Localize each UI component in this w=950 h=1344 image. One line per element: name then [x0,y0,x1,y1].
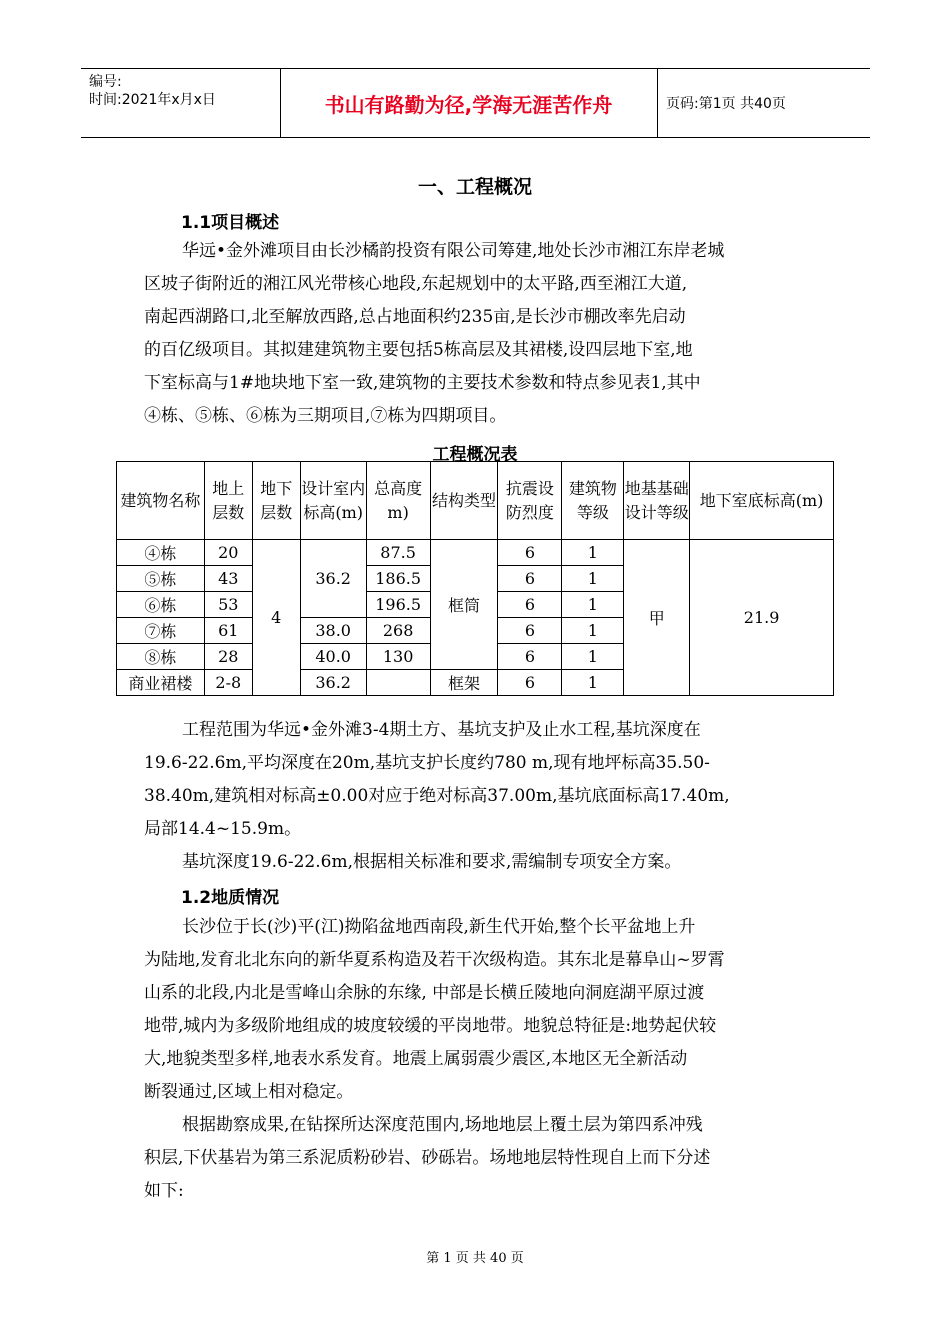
page-header [81,68,870,138]
cell: 87.5 [366,540,430,566]
text-line: 如下: [144,1181,184,1201]
table-header-row [117,462,834,540]
text-line: 为陆地,发育北北东向的新华夏系构造及若干次级构造。其东北是幕阜山~罗霄 [144,950,725,970]
chapter-title: 一、工程概况 [417,176,532,198]
time-label: 时间:2021年x月x日 [89,92,216,108]
safety-plan-paragraph [144,846,810,879]
cell: 甲 [624,540,690,696]
cell: 28 [204,644,252,670]
table-title: 工程概况表 [432,445,518,465]
text-line: 华远•金外滩项目由长沙橘韵投资有限公司筹建,地处长沙市湘江东岸老城 [182,241,725,261]
project-overview-table [116,461,834,696]
cell: 36.2 [300,540,366,618]
text-line: 南起西湖路口,北至解放西路,总占地面积约235亩,是长沙市棚改率先启动 [144,307,686,327]
cell: 38.0 [300,618,366,644]
text-line: 长沙位于长(沙)平(江)拗陷盆地西南段,新生代开始,整个长平盆地上升 [182,917,696,937]
col-header: 地下层数 [252,462,300,540]
strata-paragraph [144,1109,810,1208]
col-header: 结构类型 [430,462,498,540]
text-line: 根据勘察成果,在钻探所达深度范围内,场地地层上覆土层为第四系冲残 [182,1115,703,1135]
cell: 268 [366,618,430,644]
cell: 6 [498,540,562,566]
cell: ⑥栋 [117,592,205,618]
cell: 61 [204,618,252,644]
project-overview-paragraph [144,235,810,433]
text-line: 山系的北段,内北是雪峰山余脉的东缘, 中部是长横丘陵地向洞庭湖平原过渡 [144,983,705,1003]
col-header: 设计室内标高(m) [300,462,366,540]
header-meta [81,69,281,137]
cell: 1 [562,618,624,644]
col-header: 建筑物名称 [117,462,205,540]
col-header: 抗震设防烈度 [498,462,562,540]
cell: 4 [252,540,300,696]
col-header: 地上层数 [204,462,252,540]
cell: ⑧栋 [117,644,205,670]
motto: 书山有路勤为径,学海无涯苦作舟 [280,69,658,137]
geology-paragraph [144,911,810,1109]
cell: ④栋 [117,540,205,566]
text-line: 积层,下伏基岩为第三系泥质粉砂岩、砂砾岩。场地地层特性现自上而下分述 [144,1148,711,1168]
col-header: 建筑物等级 [562,462,624,540]
cell: 21.9 [690,540,834,696]
cell: 6 [498,670,562,696]
text-line: 基坑深度19.6-22.6m,根据相关标准和要求,需编制专项安全方案。 [182,852,682,872]
cell: 20 [204,540,252,566]
cell: 框架 [430,670,498,696]
cell: 130 [366,644,430,670]
cell: 40.0 [300,644,366,670]
cell: 6 [498,644,562,670]
text-line: ④栋、⑤栋、⑥栋为三期项目,⑦栋为四期项目。 [144,406,507,426]
section-heading-1-1: 1.1项目概述 [181,213,280,233]
cell: 1 [562,670,624,696]
cell: 196.5 [366,592,430,618]
text-line: 局部14.4~15.9m。 [144,819,302,839]
text-line: 的百亿级项目。其拟建建筑物主要包括5栋高层及其裙楼,设四层地下室,地 [144,340,693,360]
scope-paragraph [144,714,810,846]
cell: 6 [498,618,562,644]
table-row [117,540,834,566]
text-line: 大,地貌类型多样,地表水系发育。地震上属弱震少震区,本地区无全新活动 [144,1049,688,1069]
text-line: 38.40m,建筑相对标高±0.00对应于绝对标高37.00m,基坑底面标高17.40m, [144,786,730,806]
cell: 框筒 [430,540,498,670]
text-line: 地带,城内为多级阶地组成的坡度较缓的平岗地带。地貌总特征是:地势起伏较 [144,1016,717,1036]
col-header: 地基基础设计等级 [624,462,690,540]
cell: 1 [562,566,624,592]
cell: 2-8 [204,670,252,696]
text-line: 区坡子街附近的湘江风光带核心地段,东起规划中的太平路,西至湘江大道, [144,274,688,294]
section-heading-1-2: 1.2地质情况 [181,888,280,908]
cell: 53 [204,592,252,618]
cell: 36.2 [300,670,366,696]
cell: 商业裙楼 [117,670,205,696]
cell: 1 [562,592,624,618]
cell [366,670,430,696]
cell: 1 [562,540,624,566]
cell: ⑦栋 [117,618,205,644]
col-header: 总高度m) [366,462,430,540]
col-header: 地下室底标高(m) [690,462,834,540]
cell: 6 [498,592,562,618]
text-line: 工程范围为华远•金外滩3-4期土方、基坑支护及止水工程,基坑深度在 [182,720,701,740]
cell: 6 [498,566,562,592]
text-line: 19.6-22.6m,平均深度在20m,基坑支护长度约780 m,现有地坪标高35.50- [144,753,710,773]
text-line: 断裂通过,区域上相对稳定。 [144,1082,354,1102]
cell: ⑤栋 [117,566,205,592]
cell: 186.5 [366,566,430,592]
cell: 43 [204,566,252,592]
text-line: 下室标高与1#地块地下室一致,建筑物的主要技术参数和特点参见表1,其中 [144,373,701,393]
page-footer: 第 1 页 共 40 页 [426,1251,524,1266]
cell: 1 [562,644,624,670]
page-info: 页码:第1页 共40页 [666,96,786,112]
code-label: 编号: [89,74,122,90]
